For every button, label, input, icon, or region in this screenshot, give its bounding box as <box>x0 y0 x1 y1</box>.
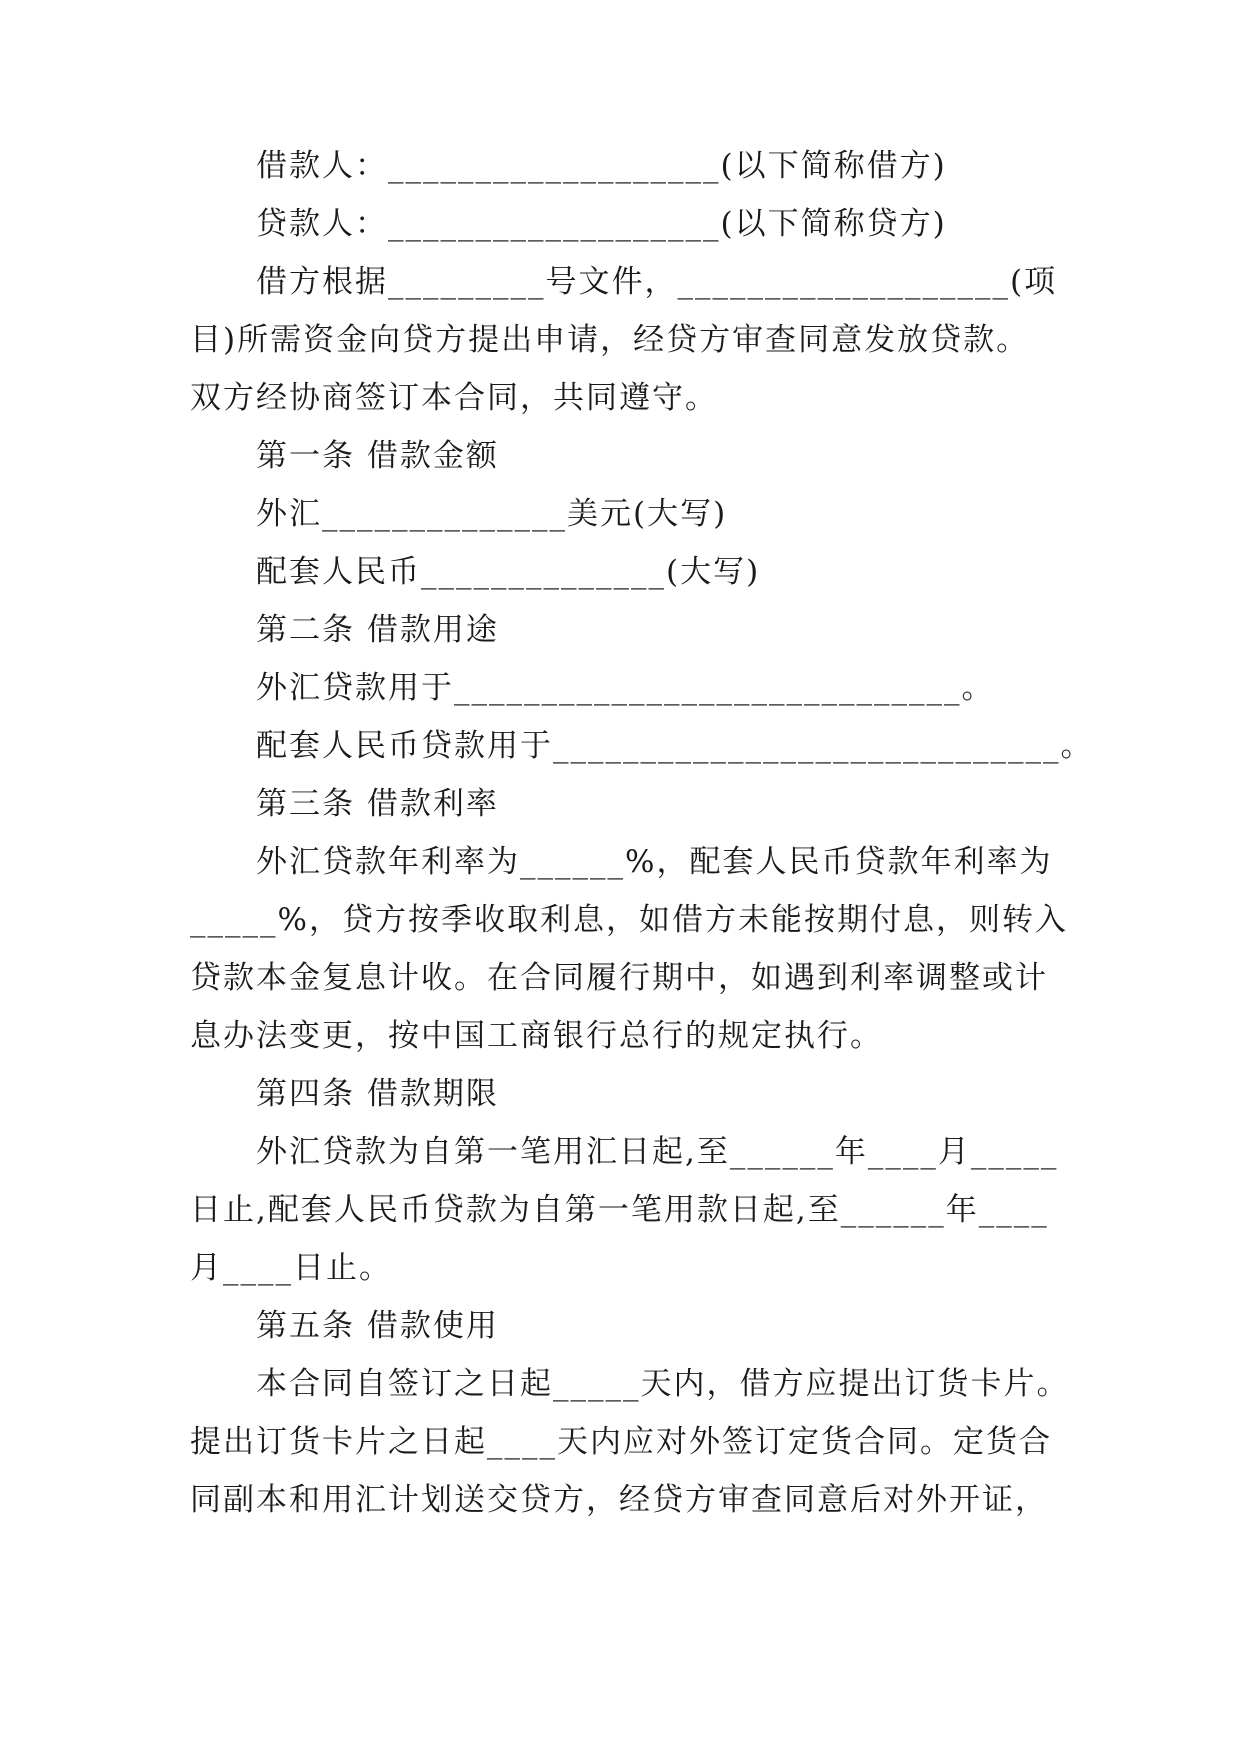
article-3-line-3: 贷款本金复息计收。在合同履行期中，如遇到利率调整或计 <box>190 960 1048 996</box>
article-3-line-1: 外汇贷款年利率为______%，配套人民币贷款年利率为 <box>256 844 1053 880</box>
article-5-line-3: 同副本和用汇计划送交贷方，经贷方审查同意后对外开证， <box>190 1482 1048 1518</box>
article-4-heading: 第四条 借款期限 <box>256 1076 499 1112</box>
article-5-line-2: 提出订货卡片之日起____天内应对外签订定货合同。定货合 <box>190 1424 1052 1460</box>
article-1-line-2: 配套人民币______________(大写) <box>256 554 761 590</box>
article-4-line-2: 日止,配套人民币贷款为自第一笔用款日起,至______年____ <box>190 1192 1049 1228</box>
article-2-heading: 第二条 借款用途 <box>256 612 499 648</box>
preamble-line-3: 双方经协商签订本合同，共同遵守。 <box>190 380 718 416</box>
article-2-line-2: 配套人民币贷款用于_____________________________。 <box>256 728 1094 764</box>
article-5-line-1: 本合同自签订之日起_____天内，借方应提出订货卡片。 <box>256 1366 1070 1402</box>
preamble-line-1: 借方根据_________号文件，___________________(项 <box>256 264 1058 300</box>
article-1-heading: 第一条 借款金额 <box>256 438 499 474</box>
article-2-line-1: 外汇贷款用于_____________________________。 <box>256 670 995 706</box>
article-3-line-4: 息办法变更，按中国工商银行总行的规定执行。 <box>190 1018 883 1054</box>
borrower-line: 借款人：___________________(以下简称借方) <box>256 148 947 184</box>
article-4-line-1: 外汇贷款为自第一笔用汇日起,至______年____月_____ <box>256 1134 1059 1170</box>
article-3-line-2: _____%，贷方按季收取利息，如借方未能按期付息，则转入 <box>190 902 1068 938</box>
article-4-line-3: 月____日止。 <box>190 1250 392 1286</box>
article-3-heading: 第三条 借款利率 <box>256 786 499 822</box>
article-1-line-1: 外汇______________美元(大写) <box>256 496 728 532</box>
preamble-line-2: 目)所需资金向贷方提出申请，经贷方审查同意发放贷款。 <box>190 322 1030 358</box>
article-5-heading: 第五条 借款使用 <box>256 1308 499 1344</box>
lender-line: 贷款人：___________________(以下简称贷方) <box>256 206 947 242</box>
